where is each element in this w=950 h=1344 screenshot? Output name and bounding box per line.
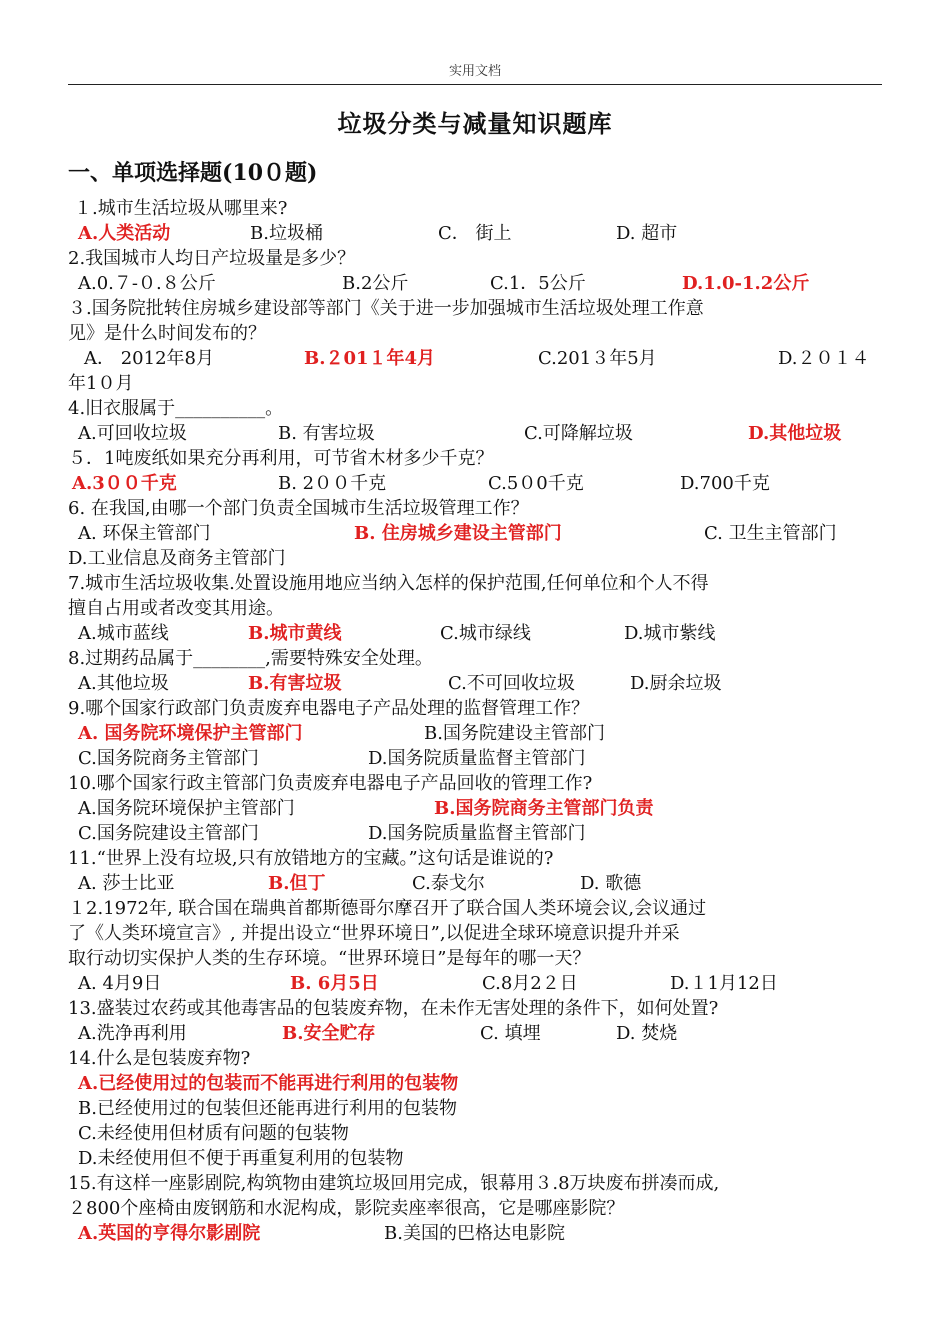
- question-text: ５．1吨废纸如果充分再利用，可节省木材多少千克？: [68, 448, 494, 469]
- options-row: [68, 271, 882, 296]
- question-list: [68, 196, 882, 1246]
- page-header: 实用文档: [68, 60, 882, 85]
- options-row: [68, 1221, 882, 1246]
- question-text-continued: [68, 321, 882, 346]
- question-text-continued: [68, 1196, 882, 1221]
- question-12: [68, 896, 882, 921]
- option-c: C.可降解垃圾: [524, 423, 633, 444]
- option-d-correct: D.其他垃圾: [748, 423, 842, 444]
- options-row: [68, 721, 882, 746]
- option-a-correct: A.英国的亨得尔影剧院: [78, 1223, 261, 1244]
- options-row: [68, 746, 882, 771]
- option-d: D.700千克: [680, 473, 770, 494]
- option-d: D.厨余垃圾: [630, 673, 722, 694]
- option-d: D.未经使用但不便于再重复利用的包装物: [78, 1148, 404, 1169]
- question-5: [68, 446, 882, 471]
- question-text: 9.哪个国家行政部门负责废弃电器电子产品处理的监督管理工作？: [68, 698, 590, 719]
- options-row: [68, 1121, 882, 1146]
- question-text: １2.1972年, 联合国在瑞典首都斯德哥尔摩召开了联合国人类环境会议,会议通过: [68, 898, 707, 919]
- option-c: C.国务院建设主管部门: [78, 823, 259, 844]
- option-a: A.国务院环境保护主管部门: [78, 798, 295, 819]
- option-b: B.2公斤: [342, 273, 409, 294]
- option-a: A.城市蓝线: [78, 623, 169, 644]
- question-9: [68, 696, 882, 721]
- question-3: [68, 296, 882, 321]
- options-row: [68, 546, 882, 571]
- option-a: A.0.７-０.８公斤: [78, 273, 216, 294]
- option-c: C.8月2２日: [482, 973, 578, 994]
- option-a: A． 2012年8月: [84, 348, 214, 369]
- option-b: B. 有害垃圾: [278, 423, 375, 444]
- option-c: C.5０0千克: [488, 473, 584, 494]
- question-text: 4.旧衣服属于__________。: [68, 398, 284, 419]
- options-row: [68, 871, 882, 896]
- option-b: B.国务院建设主管部门: [424, 723, 605, 744]
- question-text: １.城市生活垃圾从哪里来?: [74, 198, 288, 219]
- question-text: 15.有这样一座影剧院,构筑物由建筑垃圾回用完成，银幕用３.8万块废布拼凑而成,: [68, 1173, 720, 1194]
- question-text: 11.“世界上没有垃圾,只有放错地方的宝藏。”这句话是谁说的?: [68, 848, 554, 869]
- options-row: [68, 221, 882, 246]
- document-title: 垃圾分类与减量知识题库: [337, 109, 613, 138]
- option-d-correct: D.1.0-1.2公斤: [682, 273, 810, 294]
- option-a: A.可回收垃圾: [78, 423, 187, 444]
- question-6: [68, 496, 882, 521]
- option-d: D.１1月12日: [670, 973, 778, 994]
- question-text: 7.城市生活垃圾收集.处置设施用地应当纳入怎样的保护范围,任何单位和个人不得: [68, 573, 709, 594]
- option-d: D. 超市: [616, 223, 678, 244]
- options-row: [68, 821, 882, 846]
- option-a-correct: A.人类活动: [78, 223, 171, 244]
- option-b: B.垃圾桶: [250, 223, 323, 244]
- option-a-correct: A. 国务院环境保护主管部门: [78, 723, 303, 744]
- question-text: 14.什么是包装废弃物?: [68, 1048, 251, 1069]
- options-row: [68, 1021, 882, 1046]
- option-d: D.国务院质量监督主管部门: [368, 823, 586, 844]
- option-d: D.２０１４: [778, 348, 870, 369]
- option-d: D.工业信息及商务主管部门: [68, 548, 286, 569]
- question-4: [68, 396, 882, 421]
- option-a-correct: A.3００千克: [72, 473, 177, 494]
- option-a: A. 4月9日: [78, 973, 162, 994]
- option-b-correct: B.国务院商务主管部门负责: [434, 798, 654, 819]
- option-b-correct: B.有害垃圾: [248, 673, 342, 694]
- question-text: 8.过期药品属于________,需要特殊安全处理。: [68, 648, 433, 669]
- section-heading: 一、单项选择题(10０题): [68, 160, 318, 186]
- question-15: [68, 1171, 882, 1196]
- option-b-correct: B. 住房城乡建设主管部门: [354, 523, 562, 544]
- option-b: B.已经使用过的包装但还能再进行利用的包装物: [78, 1098, 457, 1119]
- options-row: [68, 1071, 882, 1096]
- question-10: [68, 771, 882, 796]
- question-text: 6. 在我国,由哪一个部门负责全国城市生活垃圾管理工作？: [68, 498, 529, 519]
- question-text: 见》是什么时间发布的？: [68, 323, 266, 344]
- question-text: 了《人类环境宣言》, 并提出设立“世界环境日”,以促进全球环境意识提升并采: [68, 923, 680, 944]
- question-11: [68, 846, 882, 871]
- question-text: ３.国务院批转住房城乡建设部等部门《关于进一步加强城市生活垃圾处理工作意: [68, 298, 704, 319]
- option-a: A. 环保主管部门: [78, 523, 211, 544]
- option-b-correct: B.城市黄线: [248, 623, 342, 644]
- question-text: 取行动切实保护人类的生存环境。“世界环境日”是每年的哪一天？: [68, 948, 591, 969]
- option-c: C. 填埋: [480, 1023, 541, 1044]
- option-b-correct: B.但丁: [268, 873, 326, 894]
- question-text: 13.盛装过农药或其他毒害品的包装废弃物，在未作无害处理的条件下，如何处置?: [68, 998, 719, 1019]
- option-c: C.未经使用但材质有问题的包装物: [78, 1123, 349, 1144]
- question-14: [68, 1046, 882, 1071]
- question-1: [68, 196, 882, 221]
- option-c: C.201３年5月: [538, 348, 657, 369]
- option-d: D.城市紫线: [624, 623, 716, 644]
- option-b: B. 2００千克: [278, 473, 387, 494]
- options-row: [68, 421, 882, 446]
- question-text: ２800个座椅由废钢筋和水泥构成，影院卖座率很高，它是哪座影院？: [68, 1198, 625, 1219]
- option-d: D. 焚烧: [616, 1023, 678, 1044]
- option-a-correct: A.已经使用过的包装而不能再进行利用的包装物: [78, 1073, 459, 1094]
- option-c: C.国务院商务主管部门: [78, 748, 259, 769]
- options-row: [68, 1146, 882, 1171]
- option-c: C. 卫生主管部门: [704, 523, 837, 544]
- option-c: C． 街上: [438, 223, 512, 244]
- option-b: B.美国的巴格达电影院: [384, 1223, 565, 1244]
- option-a: A.其他垃圾: [78, 673, 169, 694]
- option-b-correct: B.安全贮存: [282, 1023, 376, 1044]
- question-text: 10.哪个国家行政主管部门负责废弃电器电子产品回收的管理工作?: [68, 773, 593, 794]
- question-text-continued: [68, 946, 882, 971]
- option-d-continued: [68, 371, 882, 396]
- question-2: [68, 246, 882, 271]
- options-row: [68, 346, 882, 371]
- options-row: [68, 671, 882, 696]
- option-c: C.泰戈尔: [412, 873, 485, 894]
- options-row: [68, 621, 882, 646]
- options-row: [68, 471, 882, 496]
- question-text-continued: [68, 596, 882, 621]
- options-row: [68, 796, 882, 821]
- options-row: [68, 521, 882, 546]
- question-text-continued: [68, 921, 882, 946]
- option-c: C.不可回收垃圾: [448, 673, 575, 694]
- question-8: [68, 646, 882, 671]
- option-d-text: 年1０月: [68, 373, 134, 394]
- question-13: [68, 996, 882, 1021]
- option-d: D. 歌德: [580, 873, 642, 894]
- option-d: D.国务院质量监督主管部门: [368, 748, 586, 769]
- option-a: A. 莎士比亚: [78, 873, 175, 894]
- option-c: C.1．5公斤: [490, 273, 586, 294]
- question-text: 擅自占用或者改变其用途。: [68, 598, 284, 619]
- option-b-correct: B.２01１年4月: [304, 348, 436, 369]
- question-text: 2.我国城市人均日产垃圾量是多少？: [68, 248, 356, 269]
- option-b-correct: B. 6月5日: [290, 973, 379, 994]
- question-7: [68, 571, 882, 596]
- options-row: [68, 971, 882, 996]
- options-row: [68, 1096, 882, 1121]
- option-c: C.城市绿线: [440, 623, 531, 644]
- option-a: A.洗净再利用: [78, 1023, 187, 1044]
